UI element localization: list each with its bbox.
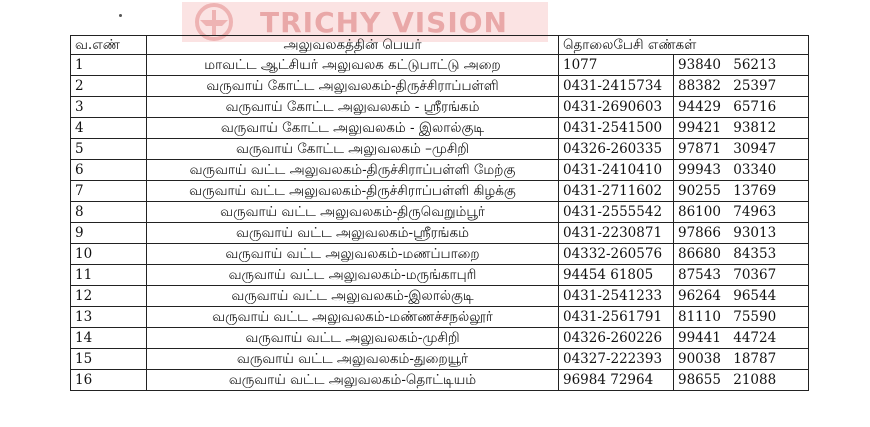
table-row — [71, 307, 809, 328]
serial-no-cell: 8 — [71, 202, 147, 223]
table-row — [71, 97, 809, 118]
header-phone-numbers: தொலைபேசி எண்கள் — [559, 36, 809, 55]
table-row — [71, 118, 809, 139]
serial-no-cell: 6 — [71, 160, 147, 181]
landline-cell: 0431-2690603 — [559, 97, 674, 118]
watermark-text: TRICHY VISION — [260, 5, 508, 39]
table-row — [71, 160, 809, 181]
table-header-row — [71, 36, 809, 55]
serial-no-cell: 3 — [71, 97, 147, 118]
serial-no-cell: 11 — [71, 265, 147, 286]
mobile-cell: 81110 75590 — [674, 307, 809, 328]
office-name-cell: வருவாய் வட்ட அலுவலகம்-திருச்சிராப்பள்ளி மேற்கு — [147, 160, 559, 181]
serial-no-cell: 13 — [71, 307, 147, 328]
landline-cell: 04332-260576 — [559, 244, 674, 265]
landline-cell: 0431-2410410 — [559, 160, 674, 181]
table-row — [71, 328, 809, 349]
office-name-cell: வருவாய் வட்ட அலுவலகம்-மருங்காபுரி — [147, 265, 559, 286]
office-name-cell: வருவாய் வட்ட அலுவலகம்-மண்ணச்சநல்லூர் — [147, 307, 559, 328]
mobile-cell: 99421 93812 — [674, 118, 809, 139]
landline-cell: 96984 72964 — [559, 370, 674, 391]
table-row — [71, 244, 809, 265]
landline-cell: 1077 — [559, 55, 674, 76]
mobile-cell: 88382 25397 — [674, 76, 809, 97]
serial-no-cell: 4 — [71, 118, 147, 139]
landline-cell: 0431-2561791 — [559, 307, 674, 328]
table-row — [71, 286, 809, 307]
landline-cell: 0431-2541233 — [559, 286, 674, 307]
mobile-cell: 86100 74963 — [674, 202, 809, 223]
mobile-cell: 97866 93013 — [674, 223, 809, 244]
table-row — [71, 55, 809, 76]
office-name-cell: வருவாய் வட்ட அலுவலகம்-இலால்குடி — [147, 286, 559, 307]
table-row — [71, 223, 809, 244]
header-serial-no: வ.எண் — [71, 36, 147, 55]
office-name-cell: வருவாய் வட்ட அலுவலகம்-மணப்பாறை — [147, 244, 559, 265]
mobile-cell: 90255 13769 — [674, 181, 809, 202]
header-office-name: அலுவலகத்தின் பெயர் — [147, 36, 559, 55]
landline-cell: 0431-2711602 — [559, 181, 674, 202]
table-row — [71, 139, 809, 160]
office-name-cell: வருவாய் கோட்ட அலுவலகம் –முசிறி — [147, 139, 559, 160]
table-row — [71, 202, 809, 223]
mobile-cell: 90038 18787 — [674, 349, 809, 370]
serial-no-cell: 15 — [71, 349, 147, 370]
landline-cell: 0431-2555542 — [559, 202, 674, 223]
serial-no-cell: 14 — [71, 328, 147, 349]
landline-cell: 04326-260335 — [559, 139, 674, 160]
serial-no-cell: 2 — [71, 76, 147, 97]
office-name-cell: வருவாய் வட்ட அலுவலகம்-தொட்டியம் — [147, 370, 559, 391]
office-name-cell: வருவாய் வட்ட அலுவலகம்-முசிறி — [147, 328, 559, 349]
office-name-cell: வருவாய் வட்ட அலுவலகம்-ஸ்ரீரங்கம் — [147, 223, 559, 244]
office-name-cell: வருவாய் கோட்ட அலுவலகம்-திருச்சிராப்பள்ளி — [147, 76, 559, 97]
table-row — [71, 265, 809, 286]
landline-cell: 0431-2230871 — [559, 223, 674, 244]
serial-no-cell: 12 — [71, 286, 147, 307]
mobile-cell: 96264 96544 — [674, 286, 809, 307]
table-row — [71, 370, 809, 391]
serial-no-cell: 9 — [71, 223, 147, 244]
landline-cell: 94454 61805 — [559, 265, 674, 286]
landline-cell: 04326-260226 — [559, 328, 674, 349]
landline-cell: 0431-2541500 — [559, 118, 674, 139]
office-name-cell: வருவாய் வட்ட அலுவலகம்-துறையூர் — [147, 349, 559, 370]
office-name-cell: வருவாய் கோட்ட அலுவலகம் - ஸ்ரீரங்கம் — [147, 97, 559, 118]
mobile-cell: 98655 21088 — [674, 370, 809, 391]
contact-table — [70, 35, 809, 391]
office-name-cell: மாவட்ட ஆட்சியர் அலுவலக கட்டுபாட்டு அறை — [147, 55, 559, 76]
serial-no-cell: 1 — [71, 55, 147, 76]
landline-cell: 04327-222393 — [559, 349, 674, 370]
office-name-cell: வருவாய் வட்ட அலுவலகம்-திருச்சிராப்பள்ளி கிழக்கு — [147, 181, 559, 202]
mobile-cell: 99943 03340 — [674, 160, 809, 181]
serial-no-cell: 16 — [71, 370, 147, 391]
mobile-cell: 86680 84353 — [674, 244, 809, 265]
landline-cell: 0431-2415734 — [559, 76, 674, 97]
table-row — [71, 349, 809, 370]
serial-no-cell: 10 — [71, 244, 147, 265]
table-row — [71, 76, 809, 97]
mobile-cell: 97871 30947 — [674, 139, 809, 160]
mobile-cell: 99441 44724 — [674, 328, 809, 349]
serial-no-cell: 5 — [71, 139, 147, 160]
table-row — [71, 181, 809, 202]
serial-no-cell: 7 — [71, 181, 147, 202]
mobile-cell: 87543 70367 — [674, 265, 809, 286]
office-name-cell: வருவாய் வட்ட அலுவலகம்-திருவெறும்பூர் — [147, 202, 559, 223]
mobile-cell: 94429 65716 — [674, 97, 809, 118]
stray-dot — [119, 14, 122, 17]
office-name-cell: வருவாய் கோட்ட அலுவலகம் - இலால்குடி — [147, 118, 559, 139]
mobile-cell: 93840 56213 — [674, 55, 809, 76]
